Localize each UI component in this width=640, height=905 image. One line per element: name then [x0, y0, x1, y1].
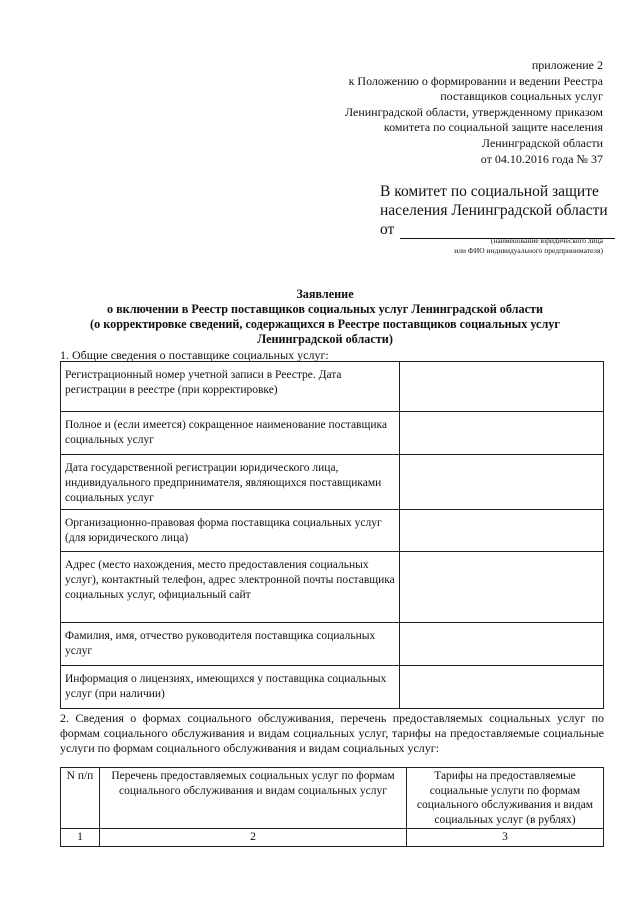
annex-line: Ленинградской области, утвержденному приказом	[344, 104, 603, 119]
row-label: Организационно-правовая форма поставщика социальных услуг (для юридического лица)	[61, 510, 400, 552]
row-value-cell[interactable]	[400, 412, 604, 455]
addressee-note	[454, 236, 603, 256]
row-value-cell[interactable]	[400, 455, 604, 510]
row-label: Дата государственной регистрации юридического лица, индивидуального предпринимателя, являющихся поставщиками социальных услуг	[61, 455, 400, 510]
row-value-cell[interactable]	[400, 362, 604, 412]
section-1-heading: 1. Общие сведения о поставщике социальных услуг:	[60, 348, 329, 362]
column-number: 2	[100, 829, 407, 847]
column-number-row	[61, 829, 604, 847]
row-label: Адрес (место нахождения, место предоставления социальных услуг), контактный телефон, адрес электронной почты поставщика социальных услуг, официальный сайт	[61, 552, 400, 623]
column-header-tariffs: Тарифы на предоставляемые социальные услуги по формам социального обслуживания и видам социальных услуг (в рублях)	[407, 768, 604, 829]
annex-line: поставщиков социальных услуг	[440, 89, 603, 104]
addressee-note-line-1: (наименование юридического лица	[490, 236, 603, 245]
annex-header	[283, 58, 603, 167]
row-label: Регистрационный номер учетной записи в Реестре. Дата регистрации в реестре (при корректировке)	[61, 362, 400, 412]
table-row	[61, 362, 604, 412]
title-line-3: (о корректировке сведений, содержащихся в Реестре поставщиков социальных услуг	[90, 317, 560, 331]
table-row	[61, 510, 604, 552]
column-header-services: Перечень предоставляемых социальных услуг по формам социального обслуживания и видам социальных услуг	[100, 768, 407, 829]
table-row	[61, 412, 604, 455]
annex-line: приложение 2	[531, 58, 603, 72]
table-row	[61, 552, 604, 623]
document-title	[60, 287, 590, 347]
addressee-note-line-2: или ФИО индивидуального предпринимателя)	[454, 246, 603, 255]
annex-line: Ленинградской области	[481, 135, 603, 150]
table-row	[61, 623, 604, 666]
row-value-cell[interactable]	[400, 623, 604, 666]
column-header-number: N п/п	[61, 768, 100, 829]
section-2-text: 2. Сведения о формах социального обслуживания, перечень предоставляемых социальных услуг по формам социального обслуживания и видам социальных услуг, тарифы на предоставляемые социальные услуги по формам социального обслуживания и видам социальных услуг:	[60, 711, 604, 755]
row-label: Информация о лицензиях, имеющихся у поставщика социальных услуг (при наличии)	[61, 666, 400, 709]
addressee-block	[380, 182, 615, 239]
addressee-line-2: населения Ленинградской области	[380, 202, 608, 219]
table-row	[61, 455, 604, 510]
column-number: 1	[61, 829, 100, 847]
from-label: от	[380, 221, 395, 238]
row-value-cell[interactable]	[400, 510, 604, 552]
table-row	[61, 666, 604, 709]
column-number: 3	[407, 829, 604, 847]
annex-line: от 04.10.2016 года № 37	[480, 151, 603, 166]
annex-line: комитета по социальной защите населения	[383, 120, 603, 135]
title-line-4: Ленинградской области)	[257, 332, 393, 346]
row-label: Фамилия, имя, отчество руководителя поставщика социальных услуг	[61, 623, 400, 666]
title-line-2: о включении в Реестр поставщиков социальных услуг Ленинградской области	[106, 302, 544, 316]
addressee-line-1: В комитет по социальной защите	[380, 183, 599, 200]
row-label: Полное и (если имеется) сокращенное наименование поставщика социальных услуг	[61, 412, 400, 455]
provider-info-table	[60, 361, 604, 709]
annex-line: к Положению о формировании и ведении Реестра	[348, 73, 603, 88]
row-value-cell[interactable]	[400, 552, 604, 623]
row-value-cell[interactable]	[400, 666, 604, 709]
table-header-row	[61, 768, 604, 829]
services-table	[60, 767, 604, 847]
title-line-1: Заявление	[296, 287, 354, 301]
